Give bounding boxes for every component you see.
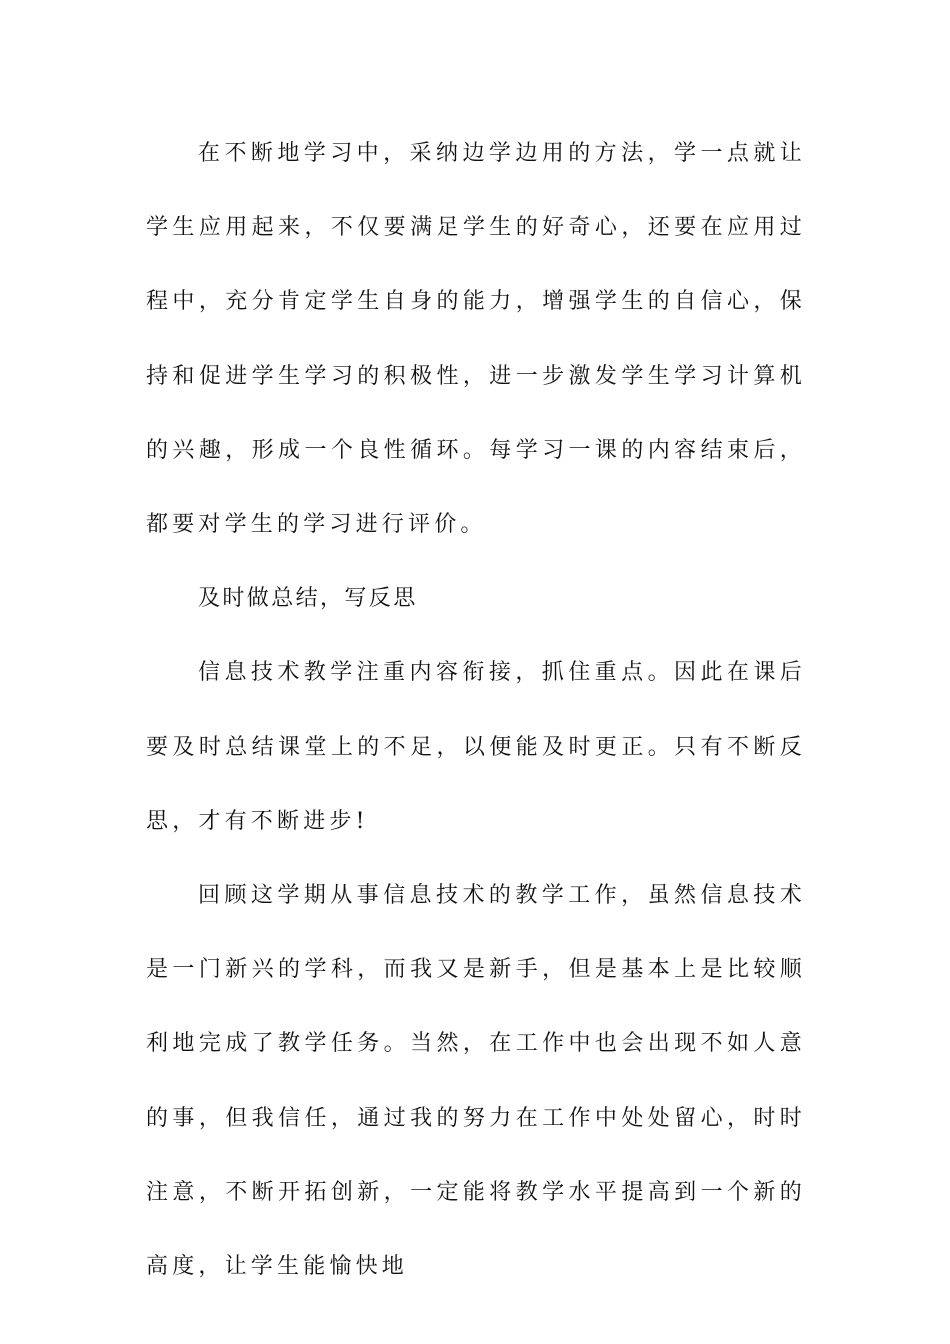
- section-heading-summary-reflection: 及时做总结，写反思: [198, 586, 418, 612]
- paragraph-review: 回顾这学期从事信息技术的教学工作，虽然信息技术是一门新兴的学科，而我又是新手，但是基本上是比较顺利地完成了教学任务。当然，在工作中也会出现不如人意的事，但我信任，通过我的努力在工作中处处留心，时时注意，不断开拓创新，一定能将教学水平提高到一个新的高度，让学生能愉快地: [146, 883, 806, 1280]
- document-body: [146, 117, 806, 1304]
- paragraph-reflection: 信息技术教学注重内容衔接，抓住重点。因此在课后要及时总结课堂上的不足，以便能及时更正。只有不断反思，才有不断进步!: [146, 660, 806, 834]
- paragraph-learning-method: 在不断地学习中，采纳边学边用的方法，学一点就让学生应用起来，不仅要满足学生的好奇心，还要在应用过程中，充分肯定学生自身的能力，增强学生的自信心，保持和促进学生学习的积极性，进一步激发学生学习计算机的兴趣，形成一个良性循环。每学习一课的内容结束后，都要对学生的学习进行评价。: [146, 141, 806, 538]
